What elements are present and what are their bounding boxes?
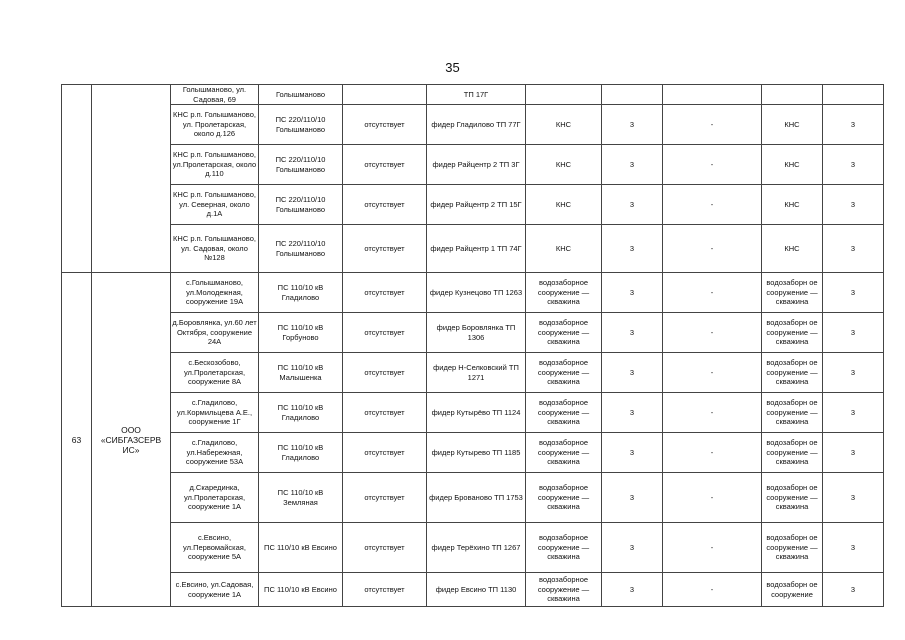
object-cell: водозаборное сооружение — скважина <box>526 573 602 607</box>
category-cell: 3 <box>602 433 663 473</box>
category2-cell <box>823 85 884 105</box>
table-row <box>62 393 884 433</box>
substation-cell: ПС 110/10 кВ Евсино <box>259 523 343 573</box>
page-number: 35 <box>445 60 460 75</box>
location-cell: с.Бескозобово, ул.Пролетарская, сооружение 8А <box>171 353 259 393</box>
substation-cell: ПС 110/10 кВ Горбуново <box>259 313 343 353</box>
object-cell: КНС <box>526 145 602 185</box>
feeder-cell: фидер Кутырево ТП 1185 <box>427 433 526 473</box>
substation-cell: ПС 220/110/10 Голышманово <box>259 145 343 185</box>
location-cell: КНС р.п. Голышманово, ул. Пролетарская, около д.126 <box>171 105 259 145</box>
feeder-cell: фидер Кузнецово ТП 1263 <box>427 273 526 313</box>
object-cell: водозаборное сооружение — скважина <box>526 313 602 353</box>
object-cell: КНС <box>526 105 602 145</box>
feeder-cell: фидер Гладилово ТП 77Г <box>427 105 526 145</box>
alt-source-cell: отсутствует <box>343 273 427 313</box>
substation-cell: ПС 110/10 кВ Земляная <box>259 473 343 523</box>
category2-cell: 3 <box>823 473 884 523</box>
object-cell: КНС <box>526 185 602 225</box>
dash-cell <box>663 85 762 105</box>
table-row <box>62 105 884 145</box>
object-type-cell: водозаборн ое сооружение <box>762 573 823 607</box>
category2-cell: 3 <box>823 573 884 607</box>
location-cell: с.Гладилово, ул.Кормильцева А.Е., сооружение 1Г <box>171 393 259 433</box>
location-cell: КНС р.п. Голышманово, ул. Северная, около д.1А <box>171 185 259 225</box>
object-type-cell: водозаборн ое сооружение — скважина <box>762 393 823 433</box>
feeder-cell: фидер Брованово ТП 1753 <box>427 473 526 523</box>
alt-source-cell: отсутствует <box>343 185 427 225</box>
dash-cell: - <box>663 185 762 225</box>
dash-cell: - <box>663 433 762 473</box>
organization-cell: ООО «СИБГАЗСЕРВ ИС» <box>92 273 171 607</box>
category-cell: 3 <box>602 185 663 225</box>
category2-cell: 3 <box>823 433 884 473</box>
category2-cell: 3 <box>823 353 884 393</box>
category2-cell: 3 <box>823 393 884 433</box>
table-row <box>62 85 884 105</box>
number-cell: 63 <box>62 273 92 607</box>
feeder-cell: ТП 17Г <box>427 85 526 105</box>
table-body <box>62 85 884 607</box>
dash-cell: - <box>663 573 762 607</box>
alt-source-cell: отсутствует <box>343 225 427 273</box>
object-cell <box>526 85 602 105</box>
object-cell: водозаборное сооружение — скважина <box>526 393 602 433</box>
alt-source-cell: отсутствует <box>343 573 427 607</box>
object-type-cell: КНС <box>762 185 823 225</box>
table-row <box>62 523 884 573</box>
alt-source-cell: отсутствует <box>343 353 427 393</box>
object-type-cell: КНС <box>762 105 823 145</box>
feeder-cell: фидер Райцентр 2 ТП 15Г <box>427 185 526 225</box>
location-cell: Голышманово, ул. Садовая, 69 <box>171 85 259 105</box>
dash-cell: - <box>663 273 762 313</box>
feeder-cell: фидер Райцентр 1 ТП 74Г <box>427 225 526 273</box>
object-type-cell: водозаборн ое сооружение — скважина <box>762 273 823 313</box>
substation-cell: ПС 220/110/10 Голышманово <box>259 105 343 145</box>
alt-source-cell: отсутствует <box>343 313 427 353</box>
table-row <box>62 185 884 225</box>
table-row <box>62 145 884 185</box>
number-cell <box>62 85 92 273</box>
alt-source-cell: отсутствует <box>343 523 427 573</box>
object-type-cell: водозаборн ое сооружение — скважина <box>762 433 823 473</box>
object-type-cell: КНС <box>762 225 823 273</box>
location-cell: д.Скарединка, ул.Пролетарская, сооружение 1А <box>171 473 259 523</box>
object-cell: водозаборное сооружение — скважина <box>526 433 602 473</box>
table-row <box>62 225 884 273</box>
substation-cell: ПС 110/10 кВ Гладилово <box>259 433 343 473</box>
category-cell: 3 <box>602 523 663 573</box>
feeder-cell: фидер Н-Селковский ТП 1271 <box>427 353 526 393</box>
category-cell: 3 <box>602 393 663 433</box>
table-row <box>62 473 884 523</box>
category-cell: 3 <box>602 573 663 607</box>
table-row <box>62 353 884 393</box>
category2-cell: 3 <box>823 523 884 573</box>
substation-cell: ПС 110/10 кВ Евсино <box>259 573 343 607</box>
dash-cell: - <box>663 313 762 353</box>
alt-source-cell <box>343 85 427 105</box>
category2-cell: 3 <box>823 273 884 313</box>
substation-cell: ПС 110/10 кВ Гладилово <box>259 273 343 313</box>
object-type-cell: КНС <box>762 145 823 185</box>
object-cell: водозаборное сооружение — скважина <box>526 473 602 523</box>
object-type-cell <box>762 85 823 105</box>
substation-cell: Голышманово <box>259 85 343 105</box>
dash-cell: - <box>663 225 762 273</box>
location-cell: д.Боровлянка, ул.60 лет Октября, сооружение 24А <box>171 313 259 353</box>
location-cell: КНС р.п. Голышманово, ул.Пролетарская, около д.110 <box>171 145 259 185</box>
table-row <box>62 313 884 353</box>
category2-cell: 3 <box>823 145 884 185</box>
organization-cell <box>92 85 171 273</box>
dash-cell: - <box>663 523 762 573</box>
feeder-cell: фидер Кутырёво ТП 1124 <box>427 393 526 433</box>
data-table <box>61 84 884 607</box>
substation-cell: ПС 110/10 кВ Гладилово <box>259 393 343 433</box>
dash-cell: - <box>663 145 762 185</box>
object-cell: водозаборное сооружение — скважина <box>526 353 602 393</box>
feeder-cell: фидер Боровлянка ТП 1306 <box>427 313 526 353</box>
location-cell: с.Голышманово, ул.Молодежная, сооружение 19А <box>171 273 259 313</box>
substation-cell: ПС 110/10 кВ Малышенка <box>259 353 343 393</box>
object-cell: водозаборное сооружение — скважина <box>526 273 602 313</box>
category-cell: 3 <box>602 225 663 273</box>
alt-source-cell: отсутствует <box>343 473 427 523</box>
table-row <box>62 433 884 473</box>
object-cell: водозаборное сооружение — скважина <box>526 523 602 573</box>
category-cell: 3 <box>602 313 663 353</box>
category-cell: 3 <box>602 273 663 313</box>
dash-cell: - <box>663 473 762 523</box>
category-cell <box>602 85 663 105</box>
alt-source-cell: отсутствует <box>343 433 427 473</box>
category-cell: 3 <box>602 145 663 185</box>
category-cell: 3 <box>602 353 663 393</box>
location-cell: с.Евсино, ул.Первомайская, сооружение 5А <box>171 523 259 573</box>
alt-source-cell: отсутствует <box>343 105 427 145</box>
category2-cell: 3 <box>823 225 884 273</box>
feeder-cell: фидер Райцентр 2 ТП 3Г <box>427 145 526 185</box>
object-type-cell: водозаборн ое сооружение — скважина <box>762 353 823 393</box>
category2-cell: 3 <box>823 105 884 145</box>
feeder-cell: фидер Евсино ТП 1130 <box>427 573 526 607</box>
dash-cell: - <box>663 353 762 393</box>
dash-cell: - <box>663 393 762 433</box>
feeder-cell: фидер Терёхино ТП 1267 <box>427 523 526 573</box>
alt-source-cell: отсутствует <box>343 145 427 185</box>
table-row <box>62 273 884 313</box>
substation-cell: ПС 220/110/10 Голышманово <box>259 225 343 273</box>
category-cell: 3 <box>602 105 663 145</box>
substation-cell: ПС 220/110/10 Голышманово <box>259 185 343 225</box>
category2-cell: 3 <box>823 185 884 225</box>
table-row <box>62 573 884 607</box>
alt-source-cell: отсутствует <box>343 393 427 433</box>
object-cell: КНС <box>526 225 602 273</box>
location-cell: с.Евсино, ул.Садовая, сооружение 1А <box>171 573 259 607</box>
category-cell: 3 <box>602 473 663 523</box>
object-type-cell: водозаборн ое сооружение — скважина <box>762 523 823 573</box>
dash-cell: - <box>663 105 762 145</box>
category2-cell: 3 <box>823 313 884 353</box>
location-cell: КНС р.п. Голышманово, ул. Садовая, около №128 <box>171 225 259 273</box>
object-type-cell: водозаборн ое сооружение — скважина <box>762 473 823 523</box>
object-type-cell: водозаборн ое сооружение — скважина <box>762 313 823 353</box>
location-cell: с.Гладилово, ул.Набережная, сооружение 53А <box>171 433 259 473</box>
